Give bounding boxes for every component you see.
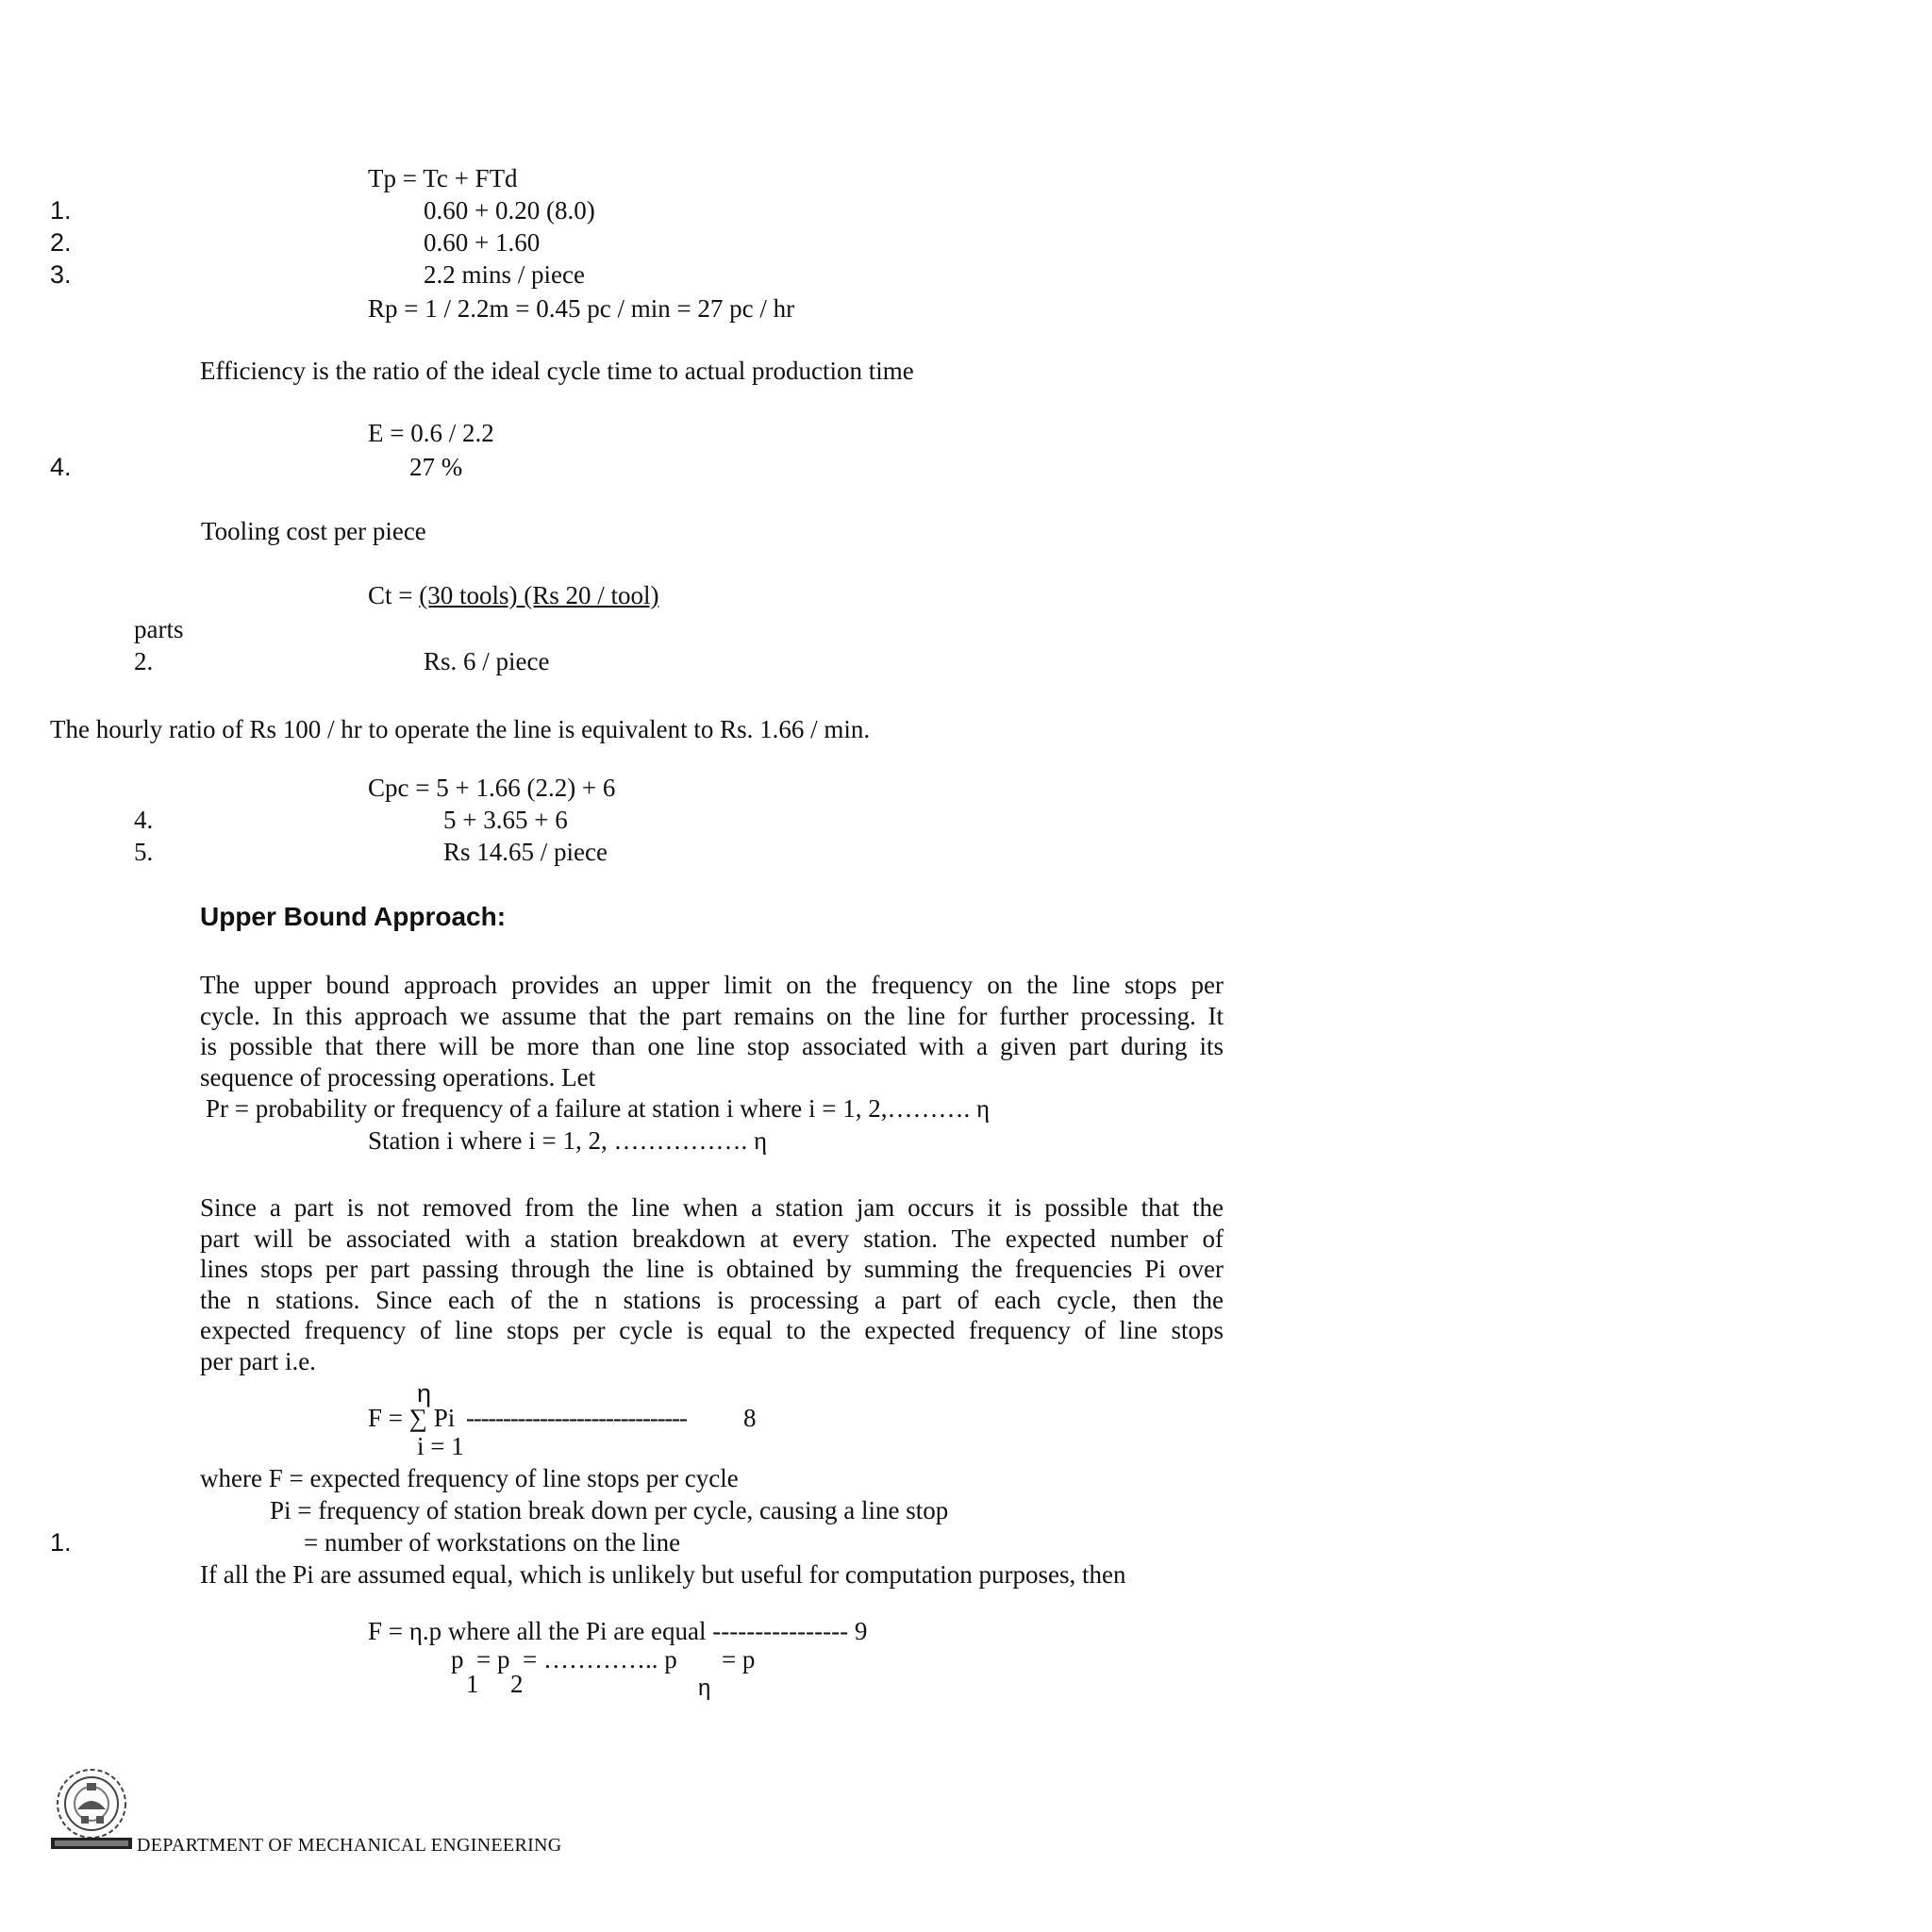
cpc-step-5: Rs 14.65 / piece [443, 838, 608, 866]
hourly-rate-text: The hourly ratio of Rs 100 / hr to operate the line is equivalent to Rs. 1.66 / min. [50, 715, 871, 743]
sum-lower-limit: i = 1 [417, 1432, 464, 1460]
list-number: 4. [50, 453, 72, 481]
paragraph-line: part will be associated with a station breakdown at every station. The expected number of [200, 1224, 1224, 1253]
upper-bound-paragraph-2 [200, 1192, 1224, 1376]
p-equality: p = p = ………….. p = p [451, 1645, 756, 1674]
equation-number: 8 [743, 1404, 757, 1432]
list-number: 4. [134, 806, 154, 834]
ct-prefix: Ct = [368, 581, 420, 609]
paragraph-line: per part i.e. [200, 1346, 316, 1375]
rp-formula: Rp = 1 / 2.2m = 0.45 pc / min = 27 pc / hr [368, 294, 795, 323]
p-subscript-2: 2 [510, 1670, 524, 1698]
where-f-definition: where F = expected frequency of line stops per cycle [200, 1464, 739, 1492]
paragraph-line: is possible that there will be more than one line stop associated with a given part during its [200, 1032, 1224, 1060]
tp-step-2: 0.60 + 1.60 [424, 228, 541, 257]
efficiency-result: 27 % [409, 453, 463, 481]
where-pi-definition: Pi = frequency of station break down per cycle, causing a line stop [270, 1496, 949, 1524]
paragraph-line: expected frequency of line stops per cycle is equal to the expected frequency of line stops [200, 1316, 1224, 1344]
cpc-step-4: 5 + 3.65 + 6 [443, 806, 568, 834]
assumption-text: If all the Pi are assumed equal, which is unlikely but useful for computation purposes, then [200, 1560, 1126, 1589]
paragraph-line: lines stops per part passing through the line is obtained by summing the frequencies Pi over [200, 1255, 1224, 1283]
list-number: 3. [50, 260, 72, 289]
efficiency-intro: Efficiency is the ratio of the ideal cycle time to actual production time [200, 357, 914, 385]
paragraph-line: Since a part is not removed from the line when a station jam occurs it is possible that the [200, 1193, 1224, 1222]
ct-formula [368, 583, 659, 608]
tp-formula: Tp = Tc + FTd [368, 164, 518, 192]
tp-step-1: 0.60 + 0.20 (8.0) [424, 196, 595, 225]
where-n-definition: = number of workstations on the line [304, 1528, 681, 1557]
pr-definition: Pr = probability or frequency of a failure at station i where i = 1, 2,………. η [206, 1094, 991, 1123]
tooling-intro: Tooling cost per piece [201, 517, 426, 545]
college-logo-icon [49, 1764, 134, 1854]
sum-upper-limit: η [417, 1379, 432, 1407]
paragraph-line: sequence of processing operations. Let [200, 1062, 596, 1091]
list-number: 2. [50, 228, 72, 257]
paragraph-line: cycle. In this approach we assume that the part remains on the line for further processing. It [200, 1001, 1224, 1030]
list-number: 1. [50, 196, 72, 225]
tp-step-3: 2.2 mins / piece [424, 260, 585, 289]
cpc-formula: Cpc = 5 + 1.66 (2.2) + 6 [368, 774, 616, 802]
department-footer: DEPARTMENT OF MECHANICAL ENGINEERING [137, 1835, 562, 1856]
ct-numerator: (30 tools) (Rs 20 / tool) [419, 581, 659, 609]
sum-leader-dashes: ------------------------------ [466, 1404, 687, 1432]
list-number: 2. [134, 647, 154, 675]
equal-frequency-formula: F = η.p where all the Pi are equal ---------------- 9 [368, 1617, 868, 1645]
station-definition: Station i where i = 1, 2, ……………. η [368, 1126, 768, 1155]
p-subscript-n: η [698, 1675, 711, 1701]
sum-formula: F = ∑ Pi [368, 1404, 456, 1432]
paragraph-line: The upper bound approach provides an upper limit on the frequency on the line stops per [200, 971, 1224, 999]
paragraph-line: the n stations. Since each of the n stations is processing a part of each cycle, then the [200, 1285, 1224, 1314]
ct-denominator: parts [134, 615, 184, 643]
section-heading: Upper Bound Approach: [200, 902, 507, 931]
list-number: 5. [134, 838, 154, 866]
p-subscript-1: 1 [466, 1670, 479, 1698]
list-number: 1. [50, 1528, 72, 1557]
efficiency-formula: E = 0.6 / 2.2 [368, 419, 494, 447]
tooling-result: Rs. 6 / piece [424, 647, 550, 675]
upper-bound-paragraph-1 [200, 970, 1224, 1092]
